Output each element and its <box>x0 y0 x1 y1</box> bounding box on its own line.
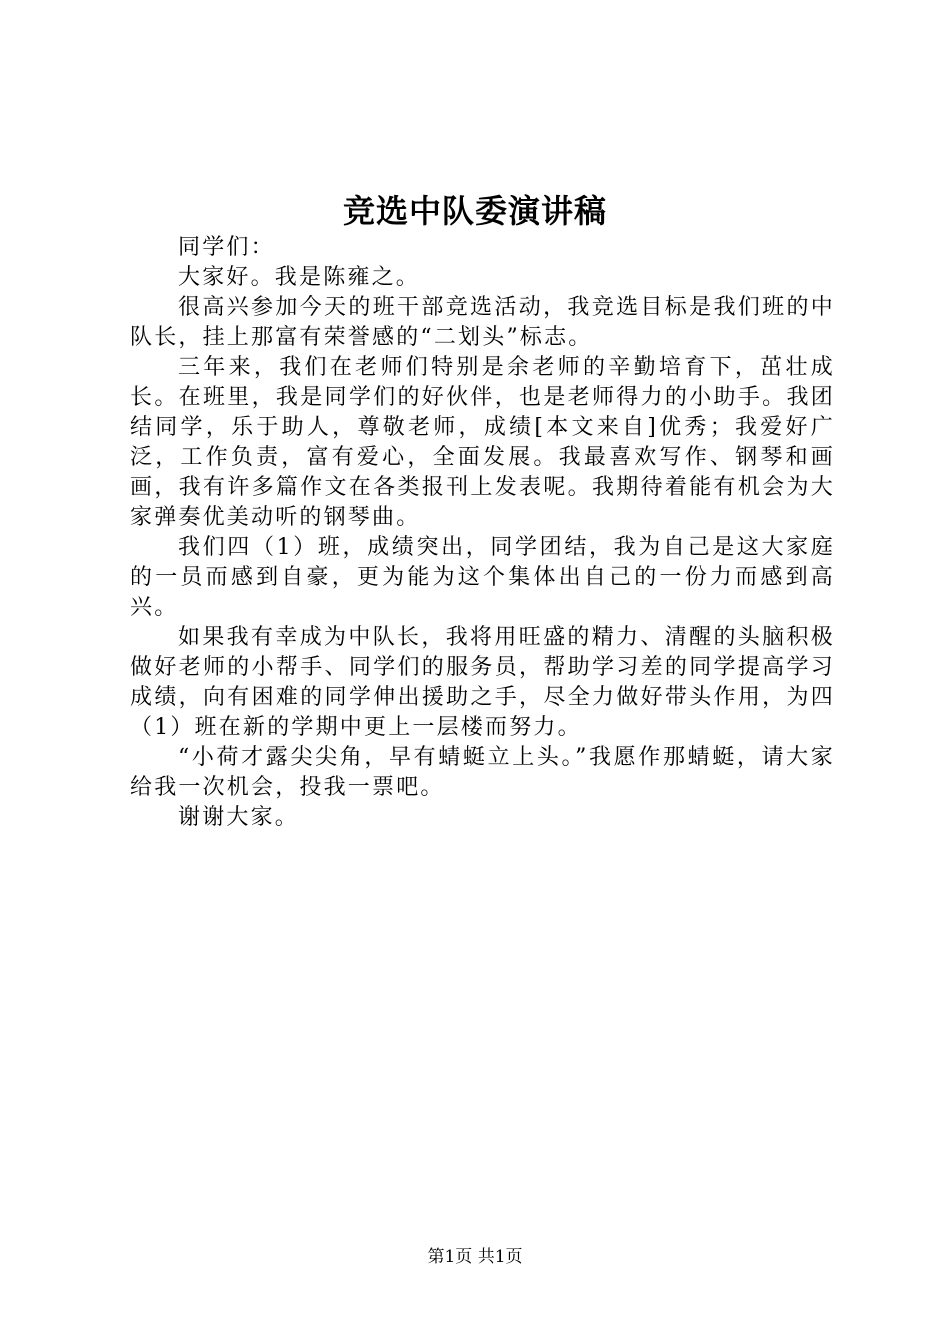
page-number: 第1页 共1页 <box>427 1247 523 1267</box>
paragraph-promise: 如果我有幸成为中队长，我将用旺盛的精力、清醒的头脑积极做好老师的小帮手、同学们的服务员，帮助学习差的同学提高学习成绩，向有困难的同学伸出援助之手，尽全力做好带头作用，为四（1）班在新的学期中更上一层楼而努力。 <box>130 625 835 740</box>
paragraph-goal: 很高兴参加今天的班干部竞选活动，我竞选目标是我们班的中队长，挂上那富有荣誉感的“二划头”标志。 <box>130 295 835 350</box>
paragraph-thanks: 谢谢大家。 <box>178 805 300 830</box>
paragraph-class: 我们四（1）班，成绩突出，同学团结，我为自己是这大家庭的一员而感到自豪，更为能为这个集体出自己的一份力而感到高兴。 <box>130 535 835 620</box>
paragraph-greeting: 同学们： <box>178 235 275 260</box>
paragraph-background: 三年来，我们在老师们特别是余老师的辛勤培育下，茁壮成长。在班里，我是同学们的好伙伴，也是老师得力的小助手。我团结同学，乐于助人，尊敬老师，成绩[本文来自]优秀；我爱好广泛，工作负责，富有爱心，全面发展。我最喜欢写作、钢琴和画画，我有许多篇作文在各类报刊上发表呢。我期待着能有机会为大家弹奏优美动听的钢琴曲。 <box>130 355 835 530</box>
paragraph-poem: “小荷才露尖尖角，早有蜻蜓立上头。”我愿作那蜻蜓，请大家给我一次机会，投我一票吧。 <box>130 745 835 800</box>
document-title: 竞选中队委演讲稿 <box>342 192 607 230</box>
document-body <box>130 233 835 833</box>
paragraph-intro: 大家好。我是陈雍之。 <box>178 265 421 290</box>
